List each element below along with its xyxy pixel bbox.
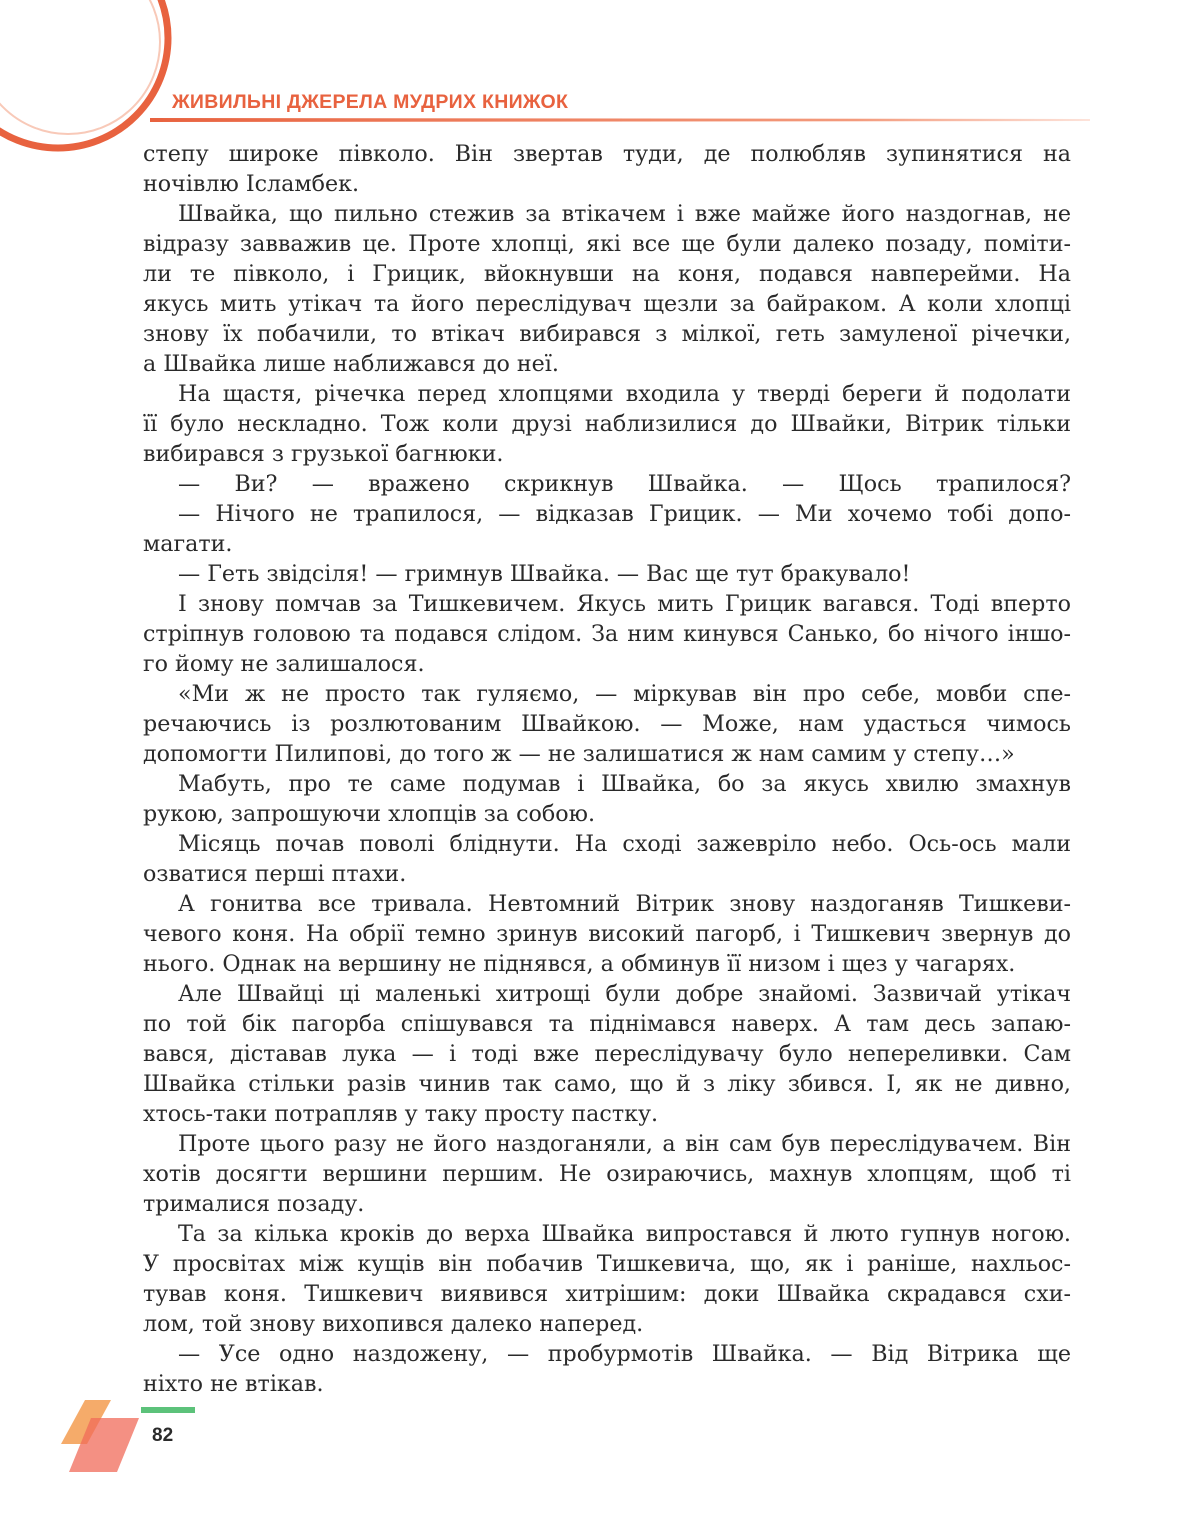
text-line: озватися перші птахи. <box>143 861 407 887</box>
text-line: ніхто не втікав. <box>143 1371 324 1397</box>
text-line: стріпнув головою та подався слідом. За ним кинувся Санько, бо нічого іншо- <box>143 621 1071 647</box>
text-line: магати. <box>143 531 233 557</box>
text-line: по той бік пагорба спішувався та піднімався наверх. А там десь запаю- <box>143 1011 1071 1037</box>
text-line: речаючись із розлютованим Швайкою. — Може, нам удасться чимось <box>143 711 1071 737</box>
text-line: — Ви? — вражено скрикнув Швайка. — Щось трапилося? <box>178 471 1071 497</box>
text-line: нього. Однак на вершину не піднявся, а обминув її низом і щез у чагарях. <box>143 951 1016 977</box>
text-line: ночівлю Ісламбек. <box>143 171 360 197</box>
text-line: хотів досягти вершини першим. Не озираючись, махнув хлопцям, щоб ті <box>143 1161 1071 1187</box>
text-line: І знову помчав за Тишкевичем. Якусь мить Грицик вагався. Тоді вперто <box>178 591 1071 617</box>
running-header-title: ЖИВИЛЬНІ ДЖЕРЕЛА МУДРИХ КНИЖОК <box>172 91 569 113</box>
text-line: Мабуть, про те саме подумав і Швайка, бо за якусь хвилю змахнув <box>178 771 1071 797</box>
footer-decoration <box>55 1400 205 1510</box>
text-line: її було нескладно. Тож коли друзі наблизилися до Швайки, Вітрик тільки <box>143 411 1071 437</box>
text-line: Швайка, що пильно стежив за втікачем і вже майже його наздогнав, не <box>178 201 1071 227</box>
text-line: трималися позаду. <box>143 1191 365 1217</box>
text-line: хтось-таки потрапляв у таку просту пастку. <box>143 1101 659 1127</box>
text-line: Але Швайці ці маленькі хитрощі були добре знайомі. Зазвичай утікач <box>178 981 1071 1007</box>
text-line: «Ми ж не просто так гуляємо, — міркував він про себе, мовби спе- <box>178 681 1071 707</box>
body-text <box>143 139 1071 1399</box>
text-line: На щастя, річечка перед хлопцями входила у тверді береги й подолати <box>178 381 1071 407</box>
text-line: знову їх побачили, то втікач вибирався з мілкої, геть замуленої річечки, <box>143 321 1071 347</box>
text-line: ли те півколо, і Грицик, вйокнувши на коня, подався навперейми. На <box>143 261 1071 287</box>
text-line: го йому не залишалося. <box>143 651 425 677</box>
text-line: лом, той знову вихопився далеко наперед. <box>143 1311 644 1337</box>
text-line: Швайка стільки разів чинив так само, що й з ліку збився. І, як не дивно, <box>143 1071 1071 1097</box>
text-line: — Усе одно наздожену, — пробурмотів Швайка. — Від Вітрика ще <box>178 1341 1071 1367</box>
text-line: степу широке півколо. Він звертав туди, де полюбляв зупинятися на <box>143 141 1071 167</box>
text-line: Проте цього разу не його наздоганяли, а він сам був переслідувачем. Він <box>178 1131 1071 1157</box>
text-line: чевого коня. На обрії темно зринув високий пагорб, і Тишкевич звернув до <box>143 921 1071 947</box>
text-line: Та за кілька кроків до верха Швайка випростався й люто гупнув ногою. <box>178 1221 1071 1247</box>
header-rule <box>150 116 1090 126</box>
text-line: вався, діставав лука — і тоді вже переслідувачу було непереливки. Сам <box>143 1041 1071 1067</box>
page-number: 82 <box>152 1425 174 1446</box>
text-line: відразу завважив це. Проте хлопці, які все ще були далеко позаду, поміти- <box>143 231 1071 257</box>
text-line: тував коня. Тишкевич виявився хитрішим: доки Швайка скрадався схи- <box>143 1281 1071 1307</box>
text-line: — Нічого не трапилося, — відказав Грицик. — Ми хочемо тобі допо- <box>178 501 1071 527</box>
text-line: У просвітах між кущів він побачив Тишкевича, що, як і раніше, нахльос- <box>143 1251 1071 1277</box>
text-line: А гонитва все тривала. Невтомний Вітрик знову наздоганяв Тишкеви- <box>178 891 1071 917</box>
text-line: а Швайка лише наближався до неї. <box>143 351 559 377</box>
text-line: якусь мить утікач та його переслідувач щезли за байраком. А коли хлопці <box>143 291 1071 317</box>
text-line: вибирався з грузької багнюки. <box>143 441 504 467</box>
text-line: рукою, запрошуючи хлопців за собою. <box>143 801 596 827</box>
text-line: Місяць почав поволі бліднути. На сході зажевріло небо. Ось-ось мали <box>178 831 1071 857</box>
text-line: — Геть звідсіля! — гримнув Швайка. — Вас ще тут бракувало! <box>178 561 911 587</box>
text-line: допомогти Пилипові, до того ж — не залишатися ж нам самим у степу…» <box>143 741 1015 767</box>
